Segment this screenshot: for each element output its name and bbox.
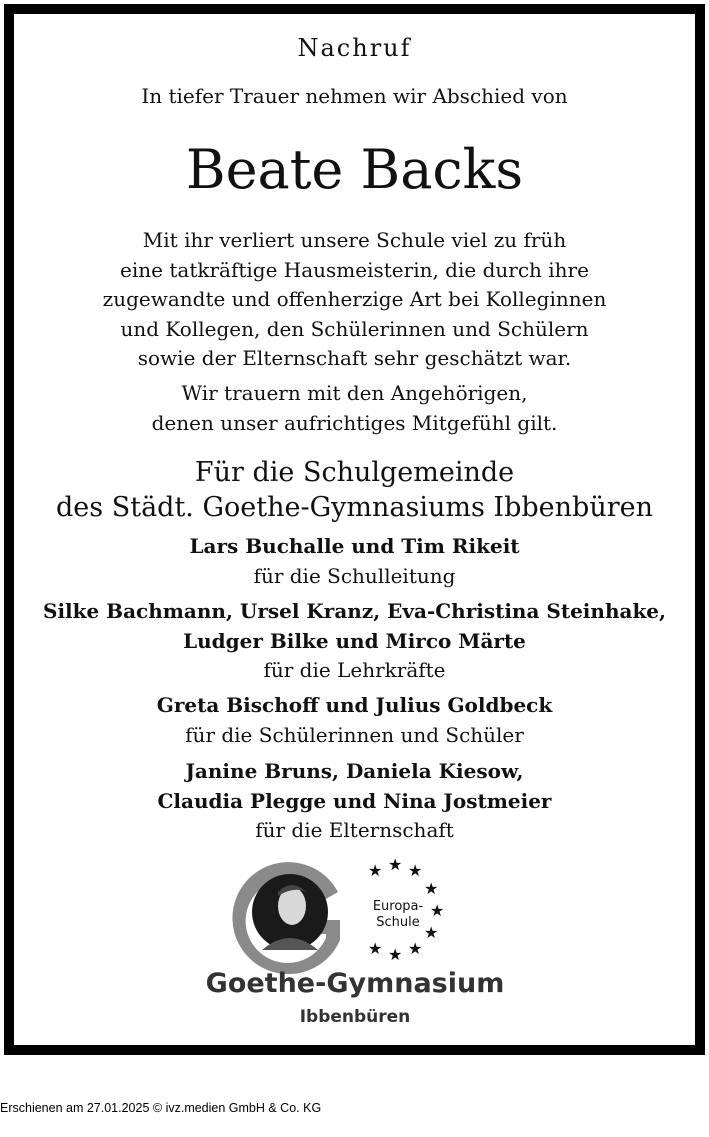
- signatory-group-schulleitung: [0, 532, 709, 591]
- svg-text:★: ★: [424, 879, 439, 898]
- signatory-names: Silke Bachmann, Ursel Kranz, Eva-Christina Steinhake,: [43, 599, 666, 623]
- svg-text:★: ★: [408, 861, 423, 880]
- signatory-role: für die Schülerinnen und Schüler: [185, 722, 524, 747]
- signatory-names: Lars Buchalle und Tim Rikeit: [189, 534, 520, 558]
- school-line-1: Für die Schulgemeinde: [194, 457, 515, 488]
- signatory-role: für die Lehrkräfte: [263, 658, 446, 682]
- publication-footer: Erschienen am 27.01.2025 © ivz.medien GmbH & Co. KG: [0, 1101, 322, 1115]
- condolence-line: Wir trauern mit den Angehörigen,: [181, 381, 528, 405]
- school-line-2: des Städt. Goethe-Gymnasiums Ibbenbüren: [56, 492, 653, 523]
- school-community-heading: [0, 455, 709, 525]
- signatory-names: Ludger Bilke und Mirco Märte: [183, 628, 526, 653]
- signatory-group-schueler: [0, 691, 709, 750]
- signatory-names: Greta Bischoff und Julius Goldbeck: [156, 693, 553, 717]
- tribute-line: sowie der Elternschaft sehr geschätzt war.: [137, 346, 572, 370]
- obituary-intro: In tiefer Trauer nehmen wir Abschied von: [141, 84, 568, 108]
- svg-text:★: ★: [408, 939, 423, 958]
- obituary-title: Nachruf: [297, 34, 412, 62]
- svg-text:★: ★: [388, 945, 403, 964]
- condolence-paragraph: [0, 379, 709, 438]
- logo-city: Ibbenbüren: [299, 1007, 411, 1027]
- svg-text:★: ★: [388, 855, 403, 874]
- badge-line-2: Schule: [376, 915, 420, 930]
- svg-text:★: ★: [368, 939, 383, 958]
- tribute-line: Mit ihr verliert unsere Schule viel zu früh: [142, 228, 567, 252]
- signatory-names: Janine Bruns, Daniela Kiesow,: [185, 759, 524, 783]
- signatory-group-lehrkraefte: [0, 597, 709, 686]
- school-logo: [190, 852, 510, 1032]
- deceased-name: Beate Backs: [185, 138, 524, 201]
- tribute-paragraph: [0, 226, 709, 374]
- signatory-names: Claudia Plegge und Nina Jostmeier: [157, 788, 552, 813]
- signatory-role: für die Elternschaft: [255, 818, 454, 842]
- tribute-line: zugewandte und offenherzige Art bei Kolleginnen: [102, 287, 607, 311]
- goethe-g-emblem: [232, 862, 340, 974]
- tribute-line: eine tatkräftige Hausmeisterin, die durch ihre: [120, 257, 589, 282]
- svg-text:★: ★: [368, 861, 383, 880]
- condolence-line: denen unser aufrichtiges Mitgefühl gilt.: [151, 410, 558, 435]
- signatory-group-eltern: [0, 757, 709, 846]
- svg-text:★: ★: [430, 901, 445, 920]
- signatory-role: für die Schulleitung: [253, 563, 456, 588]
- svg-text:★: ★: [424, 923, 439, 942]
- logo-school-name: Goethe-Gymnasium: [205, 968, 505, 999]
- tribute-line: und Kollegen, den Schülerinnen und Schülern: [120, 316, 589, 341]
- badge-line-1: Europa-: [372, 899, 424, 914]
